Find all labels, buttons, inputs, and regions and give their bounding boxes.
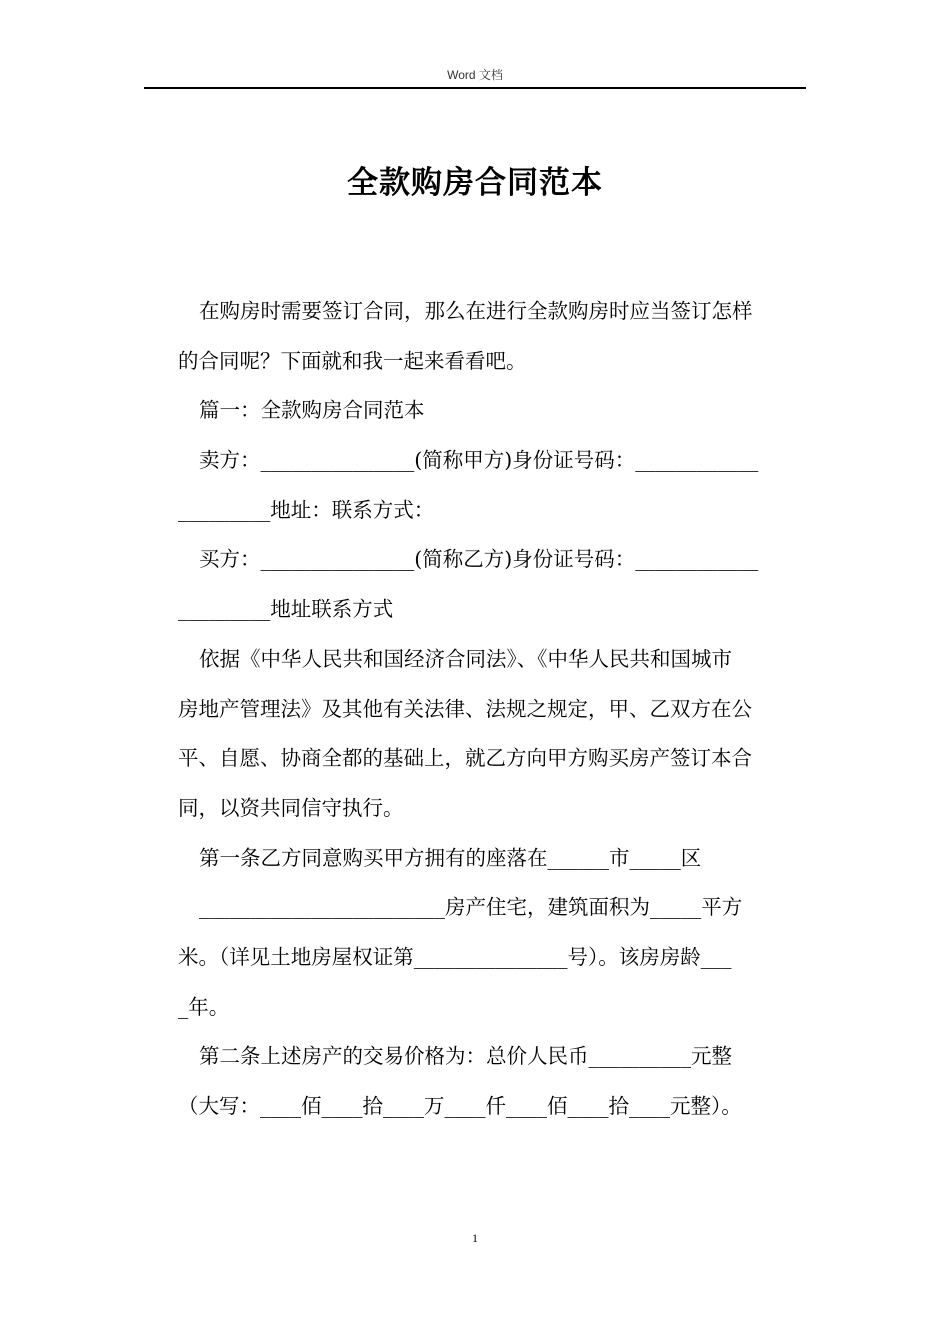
paragraph-line: 在购房时需要签订合同，那么在进行全款购房时应当签订怎样 xyxy=(199,299,753,323)
article-one-line: ________________________房产住宅，建筑面积为_____平方 xyxy=(199,895,743,920)
document-title: 全款购房合同范本 xyxy=(347,165,603,201)
buyer-line: 买方：_______________(简称乙方)身份证号码：____________ xyxy=(199,547,759,572)
page-number: 1 xyxy=(472,1231,478,1245)
paragraph-line: 的合同呢？下面就和我一起来看看吧。 xyxy=(178,348,527,373)
article-one-line: 第一条乙方同意购买甲方拥有的座落在______市_____区 xyxy=(199,845,702,870)
article-one-line: 米。（详见土地房屋权证第_______________号）。该房房龄___ xyxy=(178,944,732,969)
seller-address-line: _________地址：联系方式： xyxy=(178,497,435,522)
article-two-line: 第二条上述房产的交易价格为：总价人民币__________元整 xyxy=(199,1044,732,1069)
paragraph-line: 依据《中华人民共和国经济合同法》、《中华人民共和国城市 xyxy=(199,646,732,671)
header-divider xyxy=(144,87,806,89)
document-body xyxy=(178,287,804,1132)
section-heading: 篇一：全款购房合同范本 xyxy=(199,398,425,423)
paragraph-line: 平、自愿、协商全都的基础上，就乙方向甲方购买房产签订本合 xyxy=(178,746,752,771)
page-header: Word 文档 xyxy=(447,68,503,82)
article-two-line: （大写：____佰____拾____万____仟____佰____拾____元整）。 xyxy=(178,1094,742,1118)
paragraph-line: 房地产管理法》及其他有关法律、法规之规定，甲、乙双方在公 xyxy=(178,696,752,721)
seller-line: 卖方：_______________(简称甲方)身份证号码：____________ xyxy=(199,448,759,473)
article-one-line: _年。 xyxy=(178,994,230,1019)
buyer-address-line: _________地址联系方式 xyxy=(178,597,394,622)
paragraph-line: 同，以资共同信守执行。 xyxy=(178,795,404,820)
